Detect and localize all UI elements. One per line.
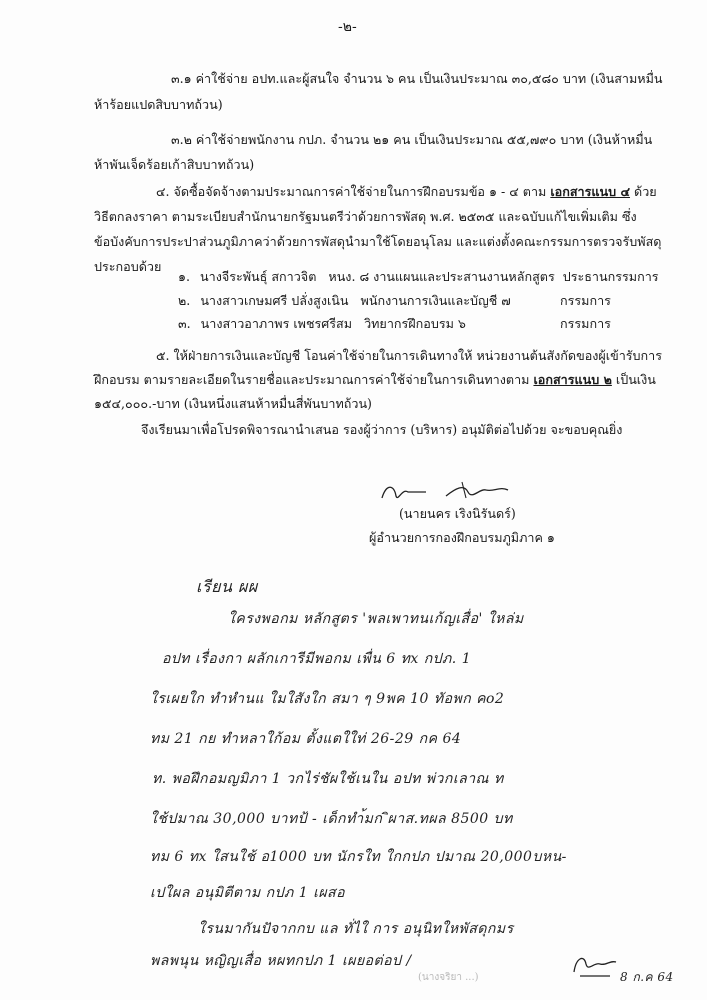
signer-name: (นายนคร เริงนิรันดร์): [399, 506, 516, 521]
item-4-line-1: [156, 184, 657, 199]
item-4-text-a: ๔. จัดซื้อจัดจ้างตามประมาณการค่าใช้จ่ายในการฝึกอบรมข้อ ๑ - ๔ ตาม: [156, 184, 551, 199]
committee-role-2: กรรมการ: [560, 293, 611, 308]
signer-title: ผู้อำนวยการกองฝึกอบรมภูมิภาค ๑: [369, 530, 555, 545]
handwritten-line: พลพนุน หญิญเสื่อ หผทกปภ 1 เผยอต่อป /: [150, 953, 412, 969]
handwritten-line: ทม 6 ทx ใสนใช้ อ1000 บท นักรใท ใกกปภ ปมาณ 20,000บหน-: [150, 849, 567, 865]
committee-row: [178, 316, 466, 331]
committee-row: [178, 293, 511, 308]
item-3-1-line-1: ๓.๑ ค่าใช้จ่าย อปท.และผู้สนใจ จำนวน ๖ คน เป็นเงินประมาณ ๓๐,๕๘๐ บาท (เงินสามหมื่น: [171, 71, 663, 86]
item-4-text-b: ด้วย: [630, 184, 657, 199]
handwritten-line: ท. พอฝึกอมญมิภา 1 วกไร่ชัผใช้เนใน อปท พ่วกเลาณ ท: [152, 771, 504, 787]
item-3-1-line-2: ห้าร้อยแปดสิบบาทถ้วน): [94, 97, 223, 112]
item-5-line-2: [94, 372, 656, 387]
item-5-text-a: ฝึกอบรม ตามรายละเอียดในรายชื่อและประมาณการค่าใช้จ่ายในการเดินทางตาม: [94, 372, 534, 387]
handwritten-line: ใครงพอกม หลักสูตร 'พลเพาทนเก้ญเสื่อ' ใหล่ม: [228, 611, 524, 627]
handwritten-date: 8 ก.ค 64: [620, 970, 674, 984]
closing-line: จึงเรียนมาเพื่อโปรดพิจารณานำเสนอ รองผู้ว่าการ (บริหาร) อนุมัติต่อไปด้วย จะขอบคุณยิ่ง: [141, 422, 623, 437]
handwritten-line: เรียน ผผ: [196, 577, 258, 596]
attachment-2-link: เอกสารแนบ ๒: [533, 372, 612, 387]
item-3-2-line-1: ๓.๒ ค่าใช้จ่ายพนักงาน กปภ. จำนวน ๒๑ คน เป็นเงินประมาณ ๕๕,๗๙๐ บาท (เงินห้าหมื่น: [171, 132, 653, 147]
item-5-line-3: ๑๕๔,๐๐๐.-บาท (เงินหนึ่งแสนห้าหมื่นสี่พันบาทถ้วน): [94, 396, 372, 411]
committee-role: ประธานกรรมการ: [562, 269, 659, 284]
handwritten-line: ใรนมากันปัจากกบ แล ทั่ไใ การ อนุนิทใหพัสดุกมร: [198, 921, 514, 937]
committee-role-3: กรรมการ: [560, 316, 611, 331]
handwritten-line: อปท เรื่องกา ผลักเการีมีพอกม เพื่น 6 ทx กปภ. 1: [162, 651, 472, 667]
page-number: -๒-: [338, 19, 357, 35]
committee-position: หนง. ๘ งานแผนและประสานงานหลักสูตร: [328, 269, 555, 284]
item-4-line-3: ข้อบังคับการประปาส่วนภูมิภาคว่าด้วยการพัสดุนำมาใช้โดยอนุโลม และแต่งตั้งคณะกรรมการตรวจรับพัสดุ: [94, 234, 662, 249]
item-5-text-b: เป็นเงิน: [611, 372, 656, 387]
signature-icon: [376, 478, 526, 508]
committee-num: ๒.: [178, 293, 191, 308]
item-4-line-2: วิธีตกลงราคา ตามระเบียบสำนักนายกรัฐมนตรีว่าด้วยการพัสดุ พ.ศ. ๒๕๓๕ และฉบับแก้ไขเพิ่มเติม ซึ่ง: [94, 209, 637, 224]
handwritten-line: เปใผล อนุมิตีตาม กปภ 1 เผสอ: [150, 885, 346, 901]
committee-row: [178, 269, 659, 284]
committee-name: นางสาวอาภาพร เพชรศรีสม: [200, 316, 353, 331]
committee-name: นางจีระพันธุ์ สกาวจิต: [200, 269, 317, 284]
attachment-4-link: เอกสารแนบ ๔: [550, 184, 631, 199]
item-5-line-1: ๕. ให้ฝ่ายการเงินและบัญชี โอนค่าใช้จ่ายในการเดินทางให้ หน่วยงานต้นสังกัดของผู้เข้ารับการ: [156, 348, 662, 363]
item-3-2-line-2: ห้าพันเจ็ดร้อยเก้าสิบบาทถ้วน): [94, 157, 255, 172]
handwritten-line: ใช้ปมาณ 30,000 บาทป้ - เด็กทำ้มก ิผาส.ทผล 8500 บท: [150, 811, 513, 827]
item-4-line-4: ประกอบด้วย: [94, 259, 162, 274]
committee-position: วิทยากรฝึกอบรม ๖: [364, 316, 466, 331]
handwritten-line: ใรเผยใก ทำหำนแ ใมใสังใก สมา ๆ 9พค 10 ทัอพก คo2: [150, 691, 505, 707]
committee-name: นางสาวเกษมศรี ปลั่งสูงเนิน: [200, 293, 349, 308]
handwritten-line: ทม 21 กย ทำหลาใก้อม ตั้งแตใใท่ 26-29 กค 64: [150, 731, 462, 747]
committee-num: ๑.: [178, 269, 190, 284]
committee-num: ๓.: [178, 316, 191, 331]
committee-position: พนักงานการเงินและบัญชี ๗: [360, 293, 511, 308]
handwritten-signature-icon: [570, 950, 620, 980]
stamp-text: (นางจริยา ...): [418, 972, 479, 983]
